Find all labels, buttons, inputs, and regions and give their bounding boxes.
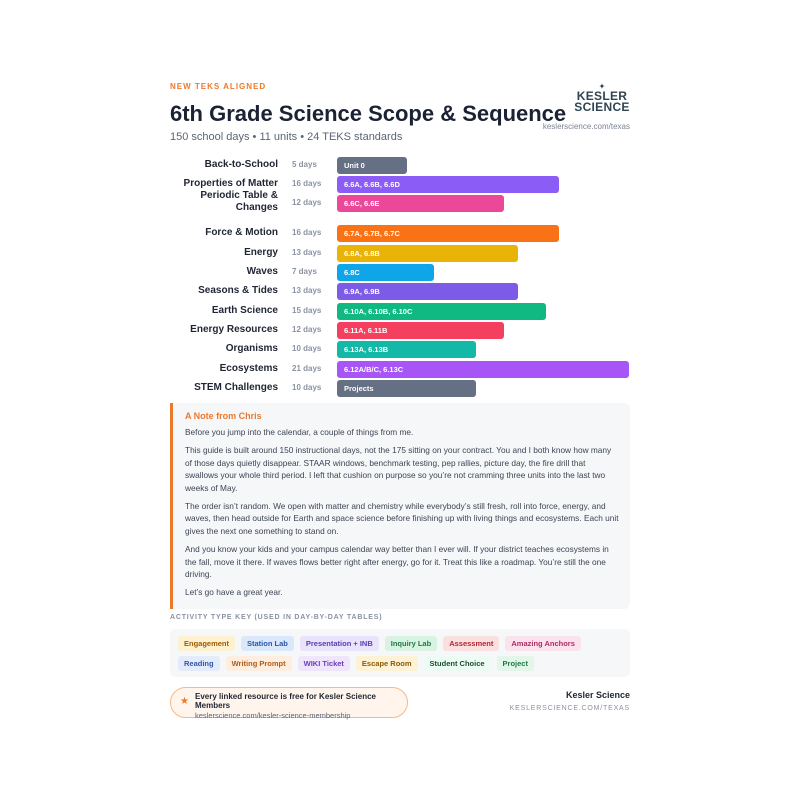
activity-chip: Amazing Anchors bbox=[505, 636, 580, 651]
note-paragraph: The order isn’t random. We open with matter and chemistry while everybody’s still fresh, roll into force, energy, and waves, then head outside for Earth and space science before finishing up with living things and ecosystems. Each unit gives the next one something to stand on. bbox=[185, 501, 619, 536]
unit-name: Waves bbox=[246, 266, 278, 277]
membership-text: Every linked resource is free for Kesler Science Members bbox=[195, 691, 376, 710]
unit-row bbox=[170, 303, 630, 320]
activity-chip: Station Lab bbox=[241, 636, 294, 651]
unit-row bbox=[170, 361, 630, 378]
unit-name: Ecosystems bbox=[219, 363, 278, 374]
unit-days: 21 days bbox=[292, 364, 322, 373]
activity-key bbox=[170, 629, 630, 677]
unit-timeline-chart bbox=[170, 157, 630, 397]
activity-chip: Presentation + INB bbox=[300, 636, 379, 651]
page-header bbox=[170, 82, 630, 144]
unit-days: 13 days bbox=[292, 286, 322, 295]
unit-row bbox=[170, 322, 630, 339]
unit-days: 16 days bbox=[292, 179, 322, 188]
unit-bar: 6.6A, 6.6B, 6.6D bbox=[337, 176, 559, 193]
unit-bar: Projects bbox=[337, 380, 476, 397]
note-paragraph: And you know your kids and your campus calendar way better than I ever will. If your district teaches ecosystems in the fall, move it there. If waves flows better right after energy, go for it. Treat this like a roadmap. You’re still the one driving. bbox=[185, 544, 609, 580]
unit-row bbox=[170, 283, 630, 300]
unit-days: 16 days bbox=[292, 228, 322, 237]
unit-bar: 6.9A, 6.9B bbox=[337, 283, 518, 300]
activity-chip: WIKI Ticket bbox=[298, 656, 350, 671]
note-paragraph: Before you jump into the calendar, a couple of things from me. bbox=[185, 427, 414, 437]
unit-row bbox=[170, 157, 630, 174]
unit-name: Earth Science bbox=[211, 305, 278, 316]
unit-bar: 6.8A, 6.8B bbox=[337, 245, 518, 262]
unit-row bbox=[170, 225, 630, 242]
unit-days: 10 days bbox=[292, 344, 322, 353]
activity-chip: Engagement bbox=[178, 636, 235, 651]
activity-chip: Student Choice bbox=[424, 656, 491, 671]
activity-chip: Escape Room bbox=[356, 656, 418, 671]
eyebrow-label: NEW TEKS ALIGNED bbox=[170, 82, 267, 91]
unit-name: Properties of Matter bbox=[183, 178, 278, 189]
note-paragraph: Let’s go have a great year. bbox=[185, 587, 283, 598]
note-card bbox=[170, 403, 630, 609]
unit-row bbox=[170, 264, 630, 281]
logo-line-1: KESLER bbox=[576, 89, 628, 103]
activity-chip: Inquiry Lab bbox=[385, 636, 437, 651]
unit-days: 10 days bbox=[292, 383, 322, 392]
unit-row bbox=[170, 380, 630, 397]
unit-name: STEM Challenges bbox=[194, 382, 278, 393]
unit-row bbox=[170, 245, 630, 262]
unit-days: 12 days bbox=[292, 325, 322, 334]
page-title: 6th Grade Science Scope & Sequence bbox=[170, 101, 567, 126]
unit-days: 13 days bbox=[292, 248, 322, 257]
unit-bar: 6.7A, 6.7B, 6.7C bbox=[337, 225, 559, 242]
unit-name: Seasons & Tides bbox=[198, 285, 278, 296]
membership-banner[interactable] bbox=[170, 687, 408, 718]
unit-bar: 6.8C bbox=[337, 264, 434, 281]
unit-name: Organisms bbox=[225, 343, 278, 354]
footer-url: KESLERSCIENCE.COM/TEXAS bbox=[509, 704, 630, 712]
note-paragraph: This guide is built around 150 instructional days, not the 175 sitting on your contract. You and I both know how many of those days quietly disappear. STAAR windows, benchmark testing, pep rallies, picture day, the fire drill that swallows your whole third period. I left that cushion on purpose so you’re not cramming three units into the last two weeks of May. bbox=[185, 445, 612, 493]
unit-name: Force & Motion bbox=[205, 227, 278, 238]
unit-name: Energy Resources bbox=[190, 324, 278, 335]
membership-link[interactable]: keslerscience.com/kesler-science-membership bbox=[195, 710, 351, 720]
unit-row bbox=[170, 190, 630, 213]
kesler-science-logo bbox=[574, 82, 630, 113]
unit-days: 15 days bbox=[292, 306, 322, 315]
atom-icon: ✦ bbox=[598, 82, 606, 91]
activity-key-title: ACTIVITY TYPE KEY (USED IN DAY-BY-DAY TABLES) bbox=[170, 613, 383, 621]
star-icon: ★ bbox=[180, 695, 189, 707]
unit-name: Periodic Table & Changes bbox=[200, 190, 278, 213]
unit-bar: 6.13A, 6.13B bbox=[337, 341, 476, 358]
unit-days: 5 days bbox=[292, 160, 317, 169]
unit-bar: 6.12A/B/C, 6.13C bbox=[337, 361, 629, 378]
page-footer bbox=[170, 687, 630, 721]
activity-chip: Writing Prompt bbox=[226, 656, 292, 671]
unit-row bbox=[170, 341, 630, 358]
unit-bar: 6.11A, 6.11B bbox=[337, 322, 504, 339]
activity-chip: Project bbox=[497, 656, 534, 671]
unit-name: Energy bbox=[244, 247, 278, 258]
site-url: keslerscience.com/texas bbox=[542, 122, 630, 131]
scope-sequence-page bbox=[170, 82, 630, 721]
logo-line-2: SCIENCE bbox=[574, 100, 630, 114]
unit-bar: 6.6C, 6.6E bbox=[337, 195, 504, 212]
activity-chip: Reading bbox=[178, 656, 220, 671]
note-title: A Note from Chris bbox=[185, 411, 262, 421]
page-subtitle: 150 school days • 11 units • 24 TEKS standards bbox=[170, 131, 403, 143]
unit-bar: 6.10A, 6.10B, 6.10C bbox=[337, 303, 546, 320]
unit-days: 12 days bbox=[292, 198, 322, 207]
footer-brand: Kesler Science bbox=[565, 689, 630, 700]
unit-name: Back-to-School bbox=[204, 159, 278, 170]
unit-days: 7 days bbox=[292, 267, 317, 276]
unit-bar: Unit 0 bbox=[337, 157, 407, 174]
activity-chip: Assessment bbox=[443, 636, 499, 651]
